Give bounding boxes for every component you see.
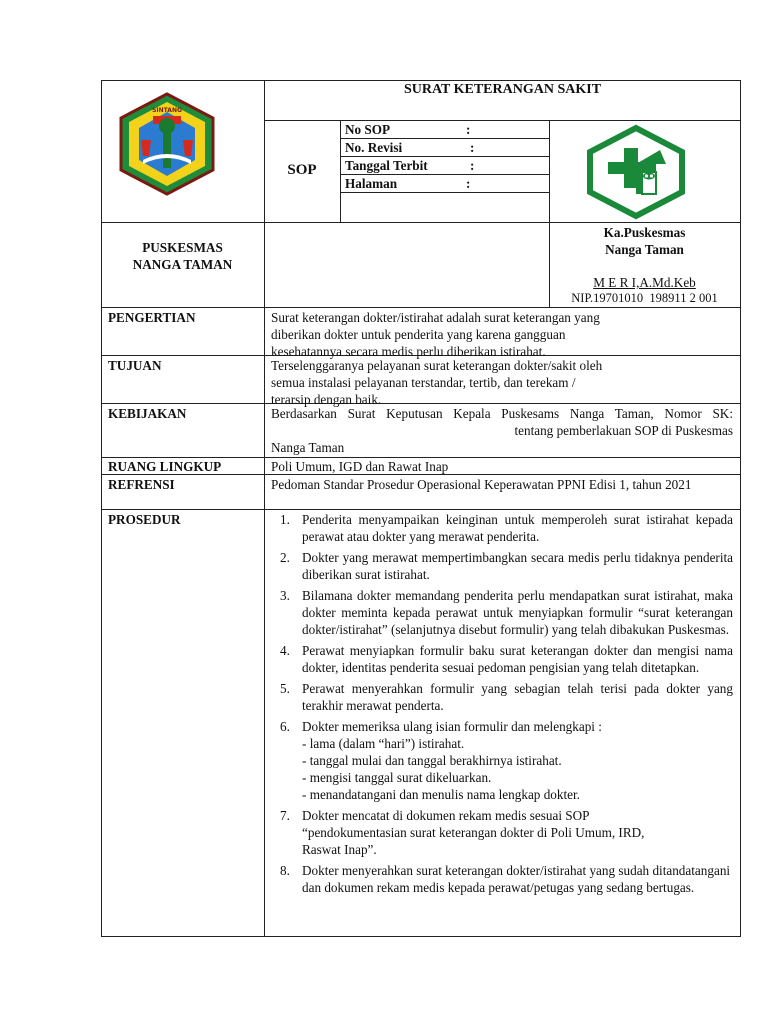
kebijakan-line3: Nanga Taman (271, 440, 345, 455)
pengertian-text (271, 309, 736, 360)
signer-nip: NIP.19701010 198911 2 001 (571, 291, 718, 305)
meta-label-halaman: Halaman (345, 176, 398, 191)
prosedur-step: 6. Dokter memeriksa ulang isian formulir dan melengkapi : - lama (dalam “hari”) istirahat. - tanggal mulai dan tanggal berakhirnya istirahat. - mengisi tanggal surat dikeluarkan. - menandatangani dan menulis nama lengkap dokter. (266, 718, 733, 803)
ruang-lingkup-text: Poli Umum, IGD dan Rawat Inap (271, 459, 449, 474)
kebijakan-line2: tentang pemberlakuan SOP di Puskesmas (514, 423, 733, 438)
prosedur-substep: - tanggal mulai dan tanggal berakhirnya istirahat. (302, 753, 562, 768)
label-prosedur: PROSEDUR (108, 512, 181, 527)
meta-label-no-revisi: No. Revisi (345, 140, 403, 155)
prosedur-step: 1. Penderita menyampaikan keinginan untuk memperoleh surat istirahat kepada perawat atau dokter yang merawat penderita. (280, 512, 733, 544)
signer-name: M E R I,A.Md.Keb (593, 275, 696, 290)
prosedur-list (266, 511, 733, 900)
label-refrensi: REFRENSI (108, 477, 175, 492)
tujuan-line: semua instalasi pelayanan terstandar, tertib, dan terekam / (271, 375, 576, 390)
meta-label-no-sop: No SOP (345, 122, 391, 137)
org-name-line1: PUSKESMAS (142, 240, 223, 255)
signer-title (549, 224, 740, 258)
label-ruang-lingkup: RUANG LINGKUP (108, 459, 222, 474)
regency-crest-logo (113, 90, 221, 198)
tujuan-line: terarsip dengan baik. (271, 392, 382, 407)
signer-title-line1: Ka.Puskesmas (603, 225, 686, 240)
refrensi-text: Pedoman Standar Prosedur Operasional Keperawatan PPNI Edisi 1, tahun 2021 (271, 477, 692, 492)
org-name-line2: NANGA TAMAN (132, 257, 233, 272)
label-pengertian: PENGERTIAN (108, 310, 196, 325)
prosedur-step: 4. Perawat menyiapkan formulir baku surat keterangan dokter dan mengisi nama dokter, identitas penderita sesuai pedoman pengisian yang telah ditetapkan. (280, 643, 733, 675)
meta-sep: : (466, 176, 471, 191)
prosedur-step: 2. Dokter yang merawat mempertimbangkan secara medis perlu tidaknya penderita diberikan surat istirahat. (280, 550, 733, 582)
prosedur-step: 7. Dokter mencatat di dokumen rekam medis sesuai SOP “pendokumentasian surat keterangan dokter di Poli Umum, IRD, Raswat Inap”. (266, 807, 733, 858)
signer-title-line2: Nanga Taman (605, 242, 684, 257)
prosedur-step: 8. Dokter menyerahkan surat keterangan dokter/istirahat yang sudah ditandatangani dan dokumen rekam medis kepada perawat/petugas yang sedang bertugas. (280, 863, 731, 895)
prosedur-step: 5. Perawat menyerahkan formulir yang sebagian telah terisi pada dokter yang terakhir merawat penderta. (280, 681, 733, 713)
pengertian-line: kesehatannya secara medis perlu diberikan istirahat. (271, 344, 546, 359)
label-kebijakan: KEBIJAKAN (108, 406, 187, 421)
label-tujuan: TUJUAN (108, 358, 162, 373)
svg-text:SINTANG: SINTANG (152, 107, 182, 114)
prosedur-substep: Raswat Inap”. (302, 842, 377, 857)
prosedur-substep: “pendokumentasian surat keterangan dokter di Poli Umum, IRD, (302, 825, 645, 840)
meta-label-tanggal-terbit: Tanggal Terbit (345, 158, 428, 173)
prosedur-substep: - menandatangani dan menulis nama lengkap dokter. (302, 787, 580, 802)
kebijakan-line1: Berdasarkan Surat Keputusan Kepala Puskesams Nanga Taman, Nomor SK: (271, 406, 733, 421)
meta-sep: : (470, 140, 475, 155)
document-title: SURAT KETERANGAN SAKIT (403, 82, 602, 97)
tujuan-text (271, 357, 736, 408)
meta-sep: : (466, 122, 471, 137)
meta-sep: : (470, 158, 475, 173)
prosedur-substep: - mengisi tanggal surat dikeluarkan. (302, 770, 492, 785)
pengertian-line: diberikan dokter untuk penderita yang karena gangguan (271, 327, 566, 342)
kebijakan-text (271, 405, 733, 456)
prosedur-step: 3. Bilamana dokter memandang penderita perlu mendapatkan surat istirahat, maka dokter meminta kepada perawat untuk menyiapkan formulir “surat keterangan dokter/istirahat” (selanjutnya disebut formulir) yang telah dibakukan Puskesmas. (280, 588, 733, 637)
sop-label: SOP (287, 162, 317, 178)
puskesmas-logo (584, 124, 688, 220)
pengertian-line: Surat keterangan dokter/istirahat adalah surat keterangan yang (271, 310, 600, 325)
prosedur-substep: - lama (dalam “hari”) istirahat. (302, 736, 465, 751)
tujuan-line: Terselenggaranya pelayanan surat keterangan dokter/sakit oleh (271, 358, 603, 373)
org-name (101, 239, 264, 273)
